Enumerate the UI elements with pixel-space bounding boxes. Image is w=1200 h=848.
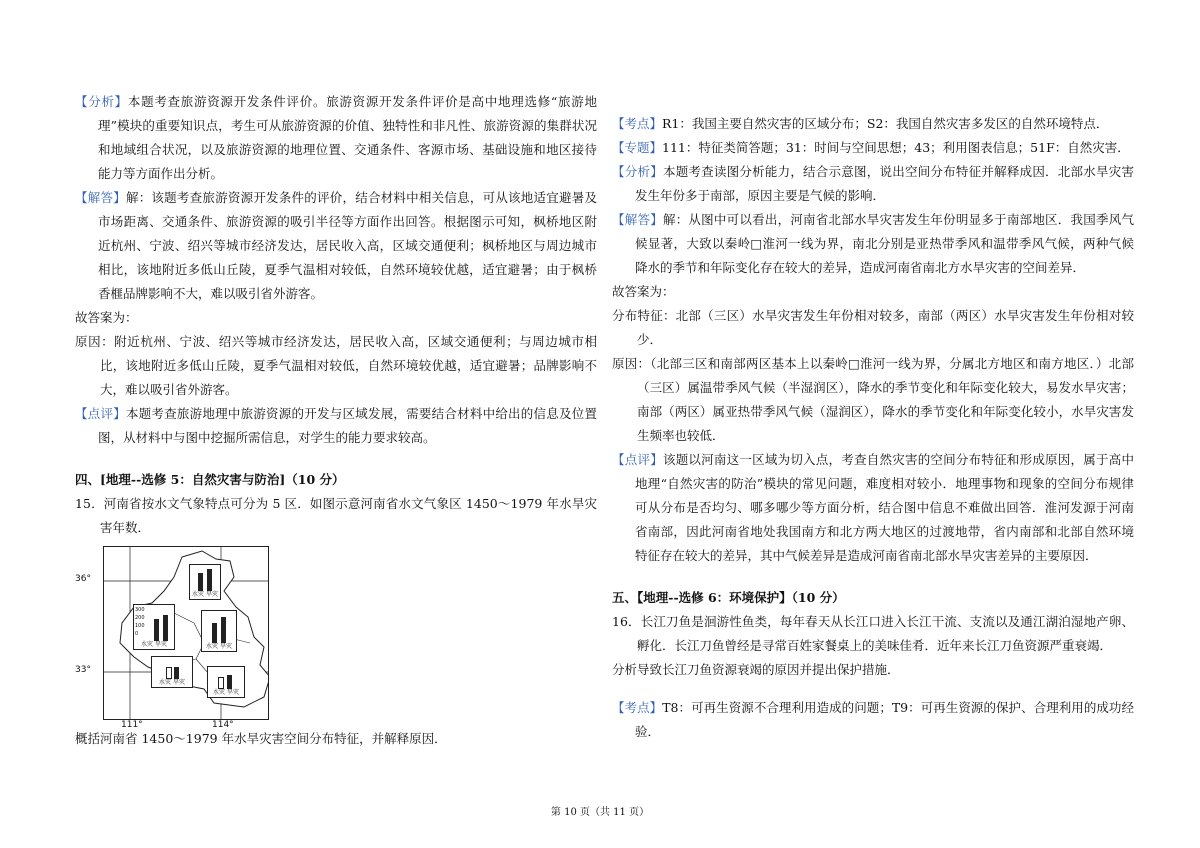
kaodian2-tag: 【考点】 xyxy=(612,700,663,715)
fenxi-tag: 【分析】 xyxy=(612,164,663,179)
bar-chart-north xyxy=(189,564,221,600)
section5-title: 五、【地理--选修 6：环境保护】（10 分） xyxy=(612,590,845,605)
answer-paragraph xyxy=(75,186,597,306)
flood-bar xyxy=(218,677,224,689)
left-column xyxy=(75,90,597,751)
bar-label: 水灾 旱灾 xyxy=(206,643,232,650)
q15-question: 概括河南省 1450～1979 年水旱灾害空间分布特征，并解释原因． xyxy=(75,731,447,746)
lat-label-36: 36° xyxy=(75,574,91,584)
section4-title: 四、[地理--选修 5：自然灾害与防治]（10 分） xyxy=(75,472,345,487)
bar-chart-southwest xyxy=(151,656,193,688)
q16-text: 16．长江刀鱼是洄游性鱼类，每年春天从长江口进入长江干流、支流以及通江湖泊湿地产卵、孵化．长江刀鱼曾经是寻常百姓家餐桌上的美味佳肴．近年来长江刀鱼资源严重衰竭． xyxy=(612,614,1134,653)
zhuanti-text: 111：特征类简答题；31：时间与空间思想；43；利用图表信息；51F：自然灾害． xyxy=(662,140,1130,155)
analysis-paragraph xyxy=(75,90,597,186)
flood-bar xyxy=(166,667,172,679)
tick-0: 0 xyxy=(135,631,139,637)
answer-tag: 【解答】 xyxy=(75,190,126,205)
analysis-text: 本题考查旅游资源开发条件评价。旅游资源开发条件评价是高中地理选修“旅游地理”模块的重要知识点，考生可从旅游资源的价值、独特性和非凡性、旅游资源的集群状况和地域组合状况，以及旅游资源的地理位置、交通条件、客源市场、基础设施和地区接待能力等方面作出分析。 xyxy=(98,94,597,181)
dianping-tag: 【点评】 xyxy=(612,452,663,467)
fenxi-paragraph xyxy=(612,160,1134,208)
comment-paragraph xyxy=(75,402,597,450)
jieda-paragraph xyxy=(612,208,1134,280)
lon-label-114: 114° xyxy=(212,720,234,730)
bar-label: 水灾 旱灾 xyxy=(192,591,218,598)
kaodian-paragraph xyxy=(612,112,1134,136)
answer-text: 解：该题考查旅游资源开发条件的评价，结合材料中相关信息，可从该地适宜避暑及市场距离、交通条件、旅游资源的吸引半径等方面作出回答。根据图示可知，枫桥地区附近杭州、宁波、绍兴等城市经济发达，居民收入高，区域交通便利；枫桥地区与周边城市相比，该地附近多低山丘陵，夏季气温相对较低，自然环境较优越，适宜避暑；由于枫桥香榧品牌影响不大，难以吸引省外游客。 xyxy=(98,190,597,301)
henan-map-figure xyxy=(75,546,267,730)
kaodian-tag: 【考点】 xyxy=(612,116,663,131)
bar-label: 水灾 旱灾 xyxy=(213,689,239,696)
q15-text: 15．河南省按水文气象特点可分为 5 区．如图示意河南省水文气象区 1450～1979 年水旱灾害年数． xyxy=(75,496,597,535)
kaodian2-paragraph xyxy=(612,696,1134,744)
drought-bar xyxy=(221,617,226,643)
kaodian-text: R1：我国主要自然灾害的区域分布；S2：我国自然灾害多发区的自然环境特点． xyxy=(662,116,1109,131)
lat-label-33: 33° xyxy=(75,665,91,675)
so-answer-label-right: 故答案为： xyxy=(612,284,675,299)
dianping-paragraph xyxy=(612,448,1134,568)
bar-label: 水灾 旱灾 xyxy=(141,641,167,648)
q16-question: 分析导致长江刀鱼资源衰竭的原因并提出保护措施． xyxy=(612,662,900,677)
right-column xyxy=(612,112,1134,744)
kaodian2-text: T8：可再生资源不合理利用造成的问题；T9：可再生资源的保护、合理利用的成功经验． xyxy=(635,700,1134,739)
distribution-paragraph: 分布特征：北部（三区）水旱灾害发生年份相对较多，南部（两区）水旱灾害发生年份相对较少． xyxy=(612,308,1134,347)
reason-paragraph-right: 原因：（北部三区和南部两区基本上以秦岭□淮河一线为界，分属北方地区和南方地区．）北部（三区）属温带季风气候（半湿润区），降水的季节变化和年际变化较大，易发水旱灾害；南部（两区）属亚热带季风气候（湿润区），降水的季节变化和年际变化较小，水旱灾害发生频率也较低． xyxy=(612,356,1134,443)
page-footer: 第 10 页（共 11 页） xyxy=(550,807,650,818)
flood-bar xyxy=(154,619,159,641)
bar-chart-southeast xyxy=(207,666,245,698)
comment-text: 本题考查旅游地理中旅游资源的开发与区域发展，需要结合材料中给出的信息及位置图，从材料中与图中挖掘所需信息，对学生的能力要求较高。 xyxy=(98,406,597,445)
jieda-tag: 【解答】 xyxy=(612,212,663,227)
bar-label: 水灾 旱灾 xyxy=(159,679,185,686)
zhuanti-paragraph xyxy=(612,136,1134,160)
bar-chart-east xyxy=(201,610,237,652)
tick-200: 200 xyxy=(135,615,145,621)
tick-100: 100 xyxy=(135,623,145,629)
jieda-text: 解：从图中可以看出，河南省北部水旱灾害发生年份明显多于南部地区．我国季风气候显著，大致以秦岭□淮河一线为界，南北分别是亚热带季风和温带季风气候，两种气候降水的季节和年际变化存在较大的差异，造成河南省南北方水旱灾害的空间差异． xyxy=(635,212,1134,275)
reason-paragraph: 原因：附近杭州、宁波、绍兴等城市经济发达，居民收入高，区域交通便利；与周边城市相比，该地附近多低山丘陵，夏季气温相对较低，自然环境较优越，适宜避暑；品牌影响不大，难以吸引省外游客。 xyxy=(75,334,597,397)
lon-label-111: 111° xyxy=(121,720,143,730)
drought-bar xyxy=(227,675,232,689)
drought-bar xyxy=(163,615,168,641)
drought-bar xyxy=(174,667,179,679)
dianping-text: 该题以河南这一区域为切入点，考查自然灾害的空间分布特征和形成原因，属于高中地理“自然灾害的防治”模块的常见问题，难度相对较小．地理事物和现象的空间分布规律可从分布是否均匀、哪多哪少等方面分析，结合图中信息不难做出回答．淮河发源于河南省南部，因此河南省地处我国南方和北方两大地区的过渡地带，省内南部和北部自然环境特征存在较大的差异，其中气候差异是造成河南省南北部水旱灾害差异的主要原因． xyxy=(635,452,1134,563)
so-answer-label: 故答案为： xyxy=(75,310,138,325)
drought-bar xyxy=(207,569,212,591)
analysis-tag: 【分析】 xyxy=(75,94,128,109)
fenxi-text: 本题考查读图分析能力，结合示意图，说出空间分布特征并解释成因．北部水旱灾害发生年份多于南部，原因主要是气候的影响． xyxy=(635,164,1134,203)
flood-bar xyxy=(212,623,217,643)
bar-chart-west xyxy=(133,604,175,650)
flood-bar xyxy=(198,573,203,591)
zhuanti-tag: 【专题】 xyxy=(612,140,663,155)
tick-300: 300 xyxy=(135,607,145,613)
comment-tag: 【点评】 xyxy=(75,406,126,421)
